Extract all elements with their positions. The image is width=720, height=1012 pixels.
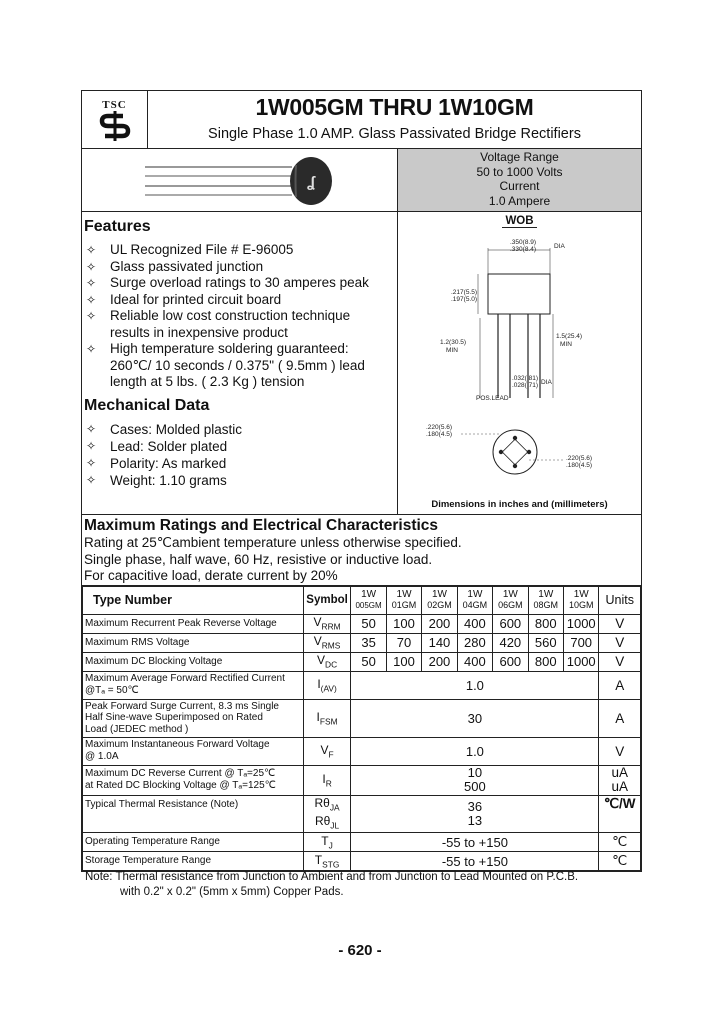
list-item: ✧ Lead: Solder plated: [86, 438, 228, 454]
col-part: 1W 005GM: [351, 586, 386, 614]
ratings-line: Single phase, half wave, 60 Hz, resistive or inductive load.: [84, 551, 433, 567]
col-part: 1W 10GM: [563, 586, 598, 614]
features-heading: Features: [84, 218, 151, 235]
col-symbol: Symbol: [303, 586, 351, 614]
table-row: Maximum Average Forward Rectified Current @Tₐ = 50℃ $I_{(AV)}$ 1.0 A: [83, 671, 641, 699]
list-item: ✧ Weight: 1.10 grams: [86, 473, 227, 489]
tsc-logo: [82, 91, 148, 148]
dim-lead-right: 1.5(25.4): [556, 333, 583, 340]
list-item: ✧ Surge overload ratings to 30 amperes peak: [86, 275, 369, 290]
list-item: ✧ High temperature soldering guaranteed: 260℃/ 10 seconds / 0.375" ( 9.5mm ) lead length at 5 lbs. ( 2.3 Kg ) tension: [86, 341, 365, 389]
list-item: ✧ Glass passivated junction: [86, 258, 264, 274]
bullet-icon: ✧: [86, 292, 97, 307]
dim-pitch2-bot: .180(4.5): [566, 462, 593, 469]
note-line: Note: Thermal resistance from Junction to Ambient and from Junction to Lead Mounted on P.C.B.: [85, 871, 579, 883]
voltage-range-label: Voltage Range: [480, 150, 559, 164]
col-part: 1W 04GM: [457, 586, 492, 614]
list-item: ✧ Cases: Molded plastic: [86, 421, 243, 437]
page-title: 1W005GM THRU 1W10GM: [255, 94, 534, 120]
table-row: Storage Temperature Range $T_{STG}$ -55 to +150 ℃: [83, 852, 641, 871]
bridge-rectifier-image: [82, 149, 398, 212]
dim-dia-top: .350(8.9): [510, 239, 537, 246]
dim-pitch-bot: .180(4.5): [426, 431, 453, 438]
dimensions-caption: Dimensions in inches and (millimeters): [431, 499, 608, 510]
table-header-row: [83, 586, 641, 614]
table-row: Maximum DC Blocking Voltage $V_{DC}$ 50 100 200 400 600 800 1000 V: [83, 652, 641, 671]
bullet-icon: ✧: [86, 309, 97, 323]
table-row: Typical Thermal Resistance (Note) $R\theta_{JA}$ $R\theta_{JL}$ 36 13 ℃/W: [83, 795, 641, 833]
dim-pitch-top: .220(5.6): [426, 424, 453, 431]
col-type-number: Type Number: [83, 586, 304, 614]
dim-dia-label: DIA: [554, 243, 565, 250]
list-item: ✧ Ideal for printed circuit board: [86, 291, 282, 307]
page-number: - 620 -: [338, 942, 382, 959]
table-row: Operating Temperature Range $T_J$ -55 to +150 ℃: [83, 833, 641, 852]
ratings-table: [82, 586, 641, 872]
list-item: ✧ UL Recognized File # E-96005: [86, 242, 294, 257]
col-part: 1W 08GM: [528, 586, 563, 614]
col-units: Units: [599, 586, 641, 614]
mechanical-heading: Mechanical Data: [84, 396, 210, 414]
package-name: WOB: [502, 215, 536, 228]
note-line: with 0.2" x 0.2" (5mm x 5mm) Copper Pads.: [120, 886, 344, 898]
svg-text:ʆ: ʆ: [306, 174, 316, 191]
dim-lead-left: 1.2(30.5): [440, 339, 467, 346]
bullet-icon: ✧: [86, 455, 97, 470]
dim-wire-bot: .028(.71): [512, 382, 539, 389]
mechanical-list: [84, 421, 397, 490]
page-subtitle: Single Phase 1.0 AMP. Glass Passivated Bridge Rectifiers: [208, 126, 581, 142]
ratings-line: Rating at 25℃ambient temperature unless otherwise specified.: [84, 535, 462, 550]
table-row: Maximum DC Reverse Current @ Tₐ=25℃ at Rated DC Blocking Voltage @ Tₐ=125℃ $I_R$ 10 500 uA uA: [83, 765, 641, 795]
table-row: Maximum Recurrent Peak Reverse Voltage $V_{RRM}$ 50 100 200 400 600 800 1000 V: [83, 614, 641, 633]
current-label: Current: [499, 179, 540, 193]
bullet-icon: ✧: [86, 276, 97, 290]
dim-dia-bot: .330(8.4): [510, 246, 537, 253]
bullet-icon: ✧: [86, 342, 97, 356]
dim-lead-right-min: MIN: [560, 341, 572, 348]
current-value: 1.0 Ampere: [488, 193, 551, 208]
logo-text: TSC: [102, 98, 127, 111]
dim-pitch2-top: .220(5.6): [566, 455, 593, 462]
table-row: Maximum RMS Voltage $V_{RMS}$ 35 70 140 280 420 560 700 V: [83, 633, 641, 652]
col-part: 1W 01GM: [386, 586, 421, 614]
pos-lead-label: POS.LEAD: [476, 395, 509, 402]
ratings-heading: Maximum Ratings and Electrical Characteristics: [84, 517, 439, 534]
header: [82, 91, 641, 149]
col-part: 1W 02GM: [422, 586, 457, 614]
bullet-icon: ✧: [86, 473, 97, 488]
voltage-range-value: 50 to 1000 Volts: [476, 164, 563, 179]
bullet-icon: ✧: [86, 438, 97, 453]
product-photo: [82, 149, 398, 211]
footnote: [85, 870, 578, 900]
list-item: ✧ Polarity: As marked: [86, 455, 227, 471]
table-row: Maximum Instantaneous Forward Voltage @ 1.0A $V_F$ 1.0 V: [83, 737, 641, 765]
dim-body-top: .217(5.5): [451, 289, 478, 296]
dim-wire-top: .032(.81): [512, 375, 539, 382]
bullet-icon: ✧: [86, 243, 97, 257]
datasheet: [81, 90, 642, 872]
bullet-icon: ✧: [86, 421, 97, 436]
tsc-emblem-icon: [97, 111, 133, 141]
ratings-line: For capacitive load, derate current by 20%: [84, 568, 338, 583]
package-outline-drawing: [398, 228, 638, 508]
package-drawing: [398, 212, 641, 514]
ratings-section: [82, 515, 641, 586]
dim-body-bot: .197(5.0): [451, 296, 478, 303]
bullet-icon: ✧: [86, 259, 97, 274]
voltage-current-box: [398, 149, 641, 211]
col-part: 1W 06GM: [493, 586, 528, 614]
list-item: ✧ Reliable low cost construction technique results in inexpensive product: [86, 308, 351, 340]
features-list: [84, 242, 397, 391]
dim-wire-label: DIA: [541, 379, 552, 386]
dim-lead-left-min: MIN: [446, 347, 458, 354]
table-row: Peak Forward Surge Current, 8.3 ms Single Half Sine-wave Superimposed on Rated Load (JEDEC method ) $I_{FSM}$ 30 A: [83, 699, 641, 737]
